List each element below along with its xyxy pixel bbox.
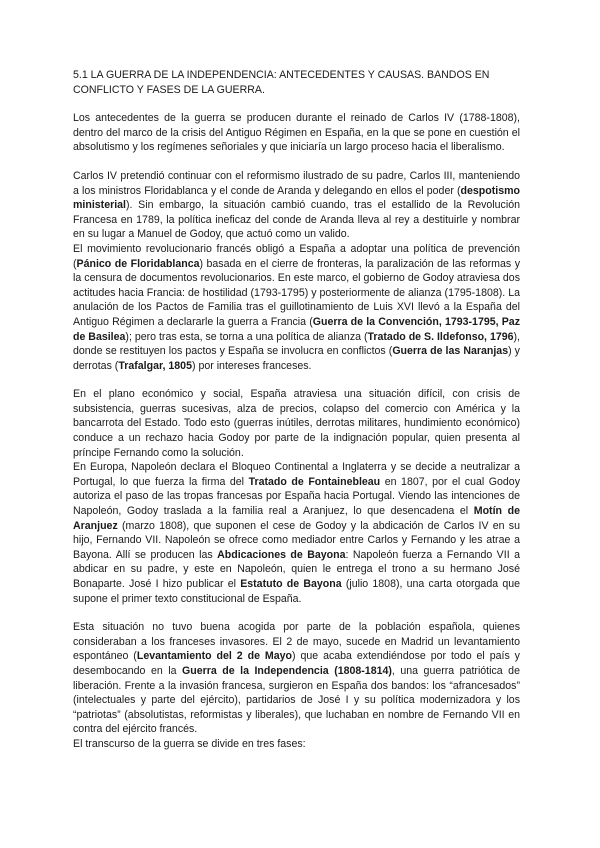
text-run: ), donde se restituyen los pactos y España se involucra en conflictos ( bbox=[73, 330, 520, 358]
bold-term: Trafalgar, 1805 bbox=[118, 359, 192, 372]
text-run: (marzo 1808), que suponen el cese de Godoy y la abdicación de Carlos IV en su hijo, Fernando VII. Napoleón se ofrece como mediador entre Carlos y Fernando y les atrae a Bayona. Allí se producen las bbox=[73, 519, 520, 561]
paragraph-economy: En el plano económico y social, España atraviesa una situación difícil, con crisis de subsistencia, guerras sucesivas, alza de precios, colapso del comercio con América y la bancarrota del Estado. Todo esto (guerras inútiles, derrotas militares, hundimiento económico) conduce a un rechazo hacia Godoy por parte de la indignación popular, quien presenta al príncipe Fernando como la solución. bbox=[73, 388, 520, 459]
text-run: ) por intereses franceses. bbox=[191, 359, 312, 372]
text-run: : Napoleón fuerza a Fernando VII a abdicar en su padre, y este en Napoleón, quien le entrega el trono a su hermano José Bonaparte. José I hizo publicar el bbox=[73, 548, 520, 590]
paragraph-europe bbox=[73, 460, 520, 606]
bold-term: Guerra de la Convención, 1793-1795, Paz de Basilea bbox=[73, 315, 520, 343]
paragraph-phases: El transcurso de la guerra se divide en tres fases: bbox=[73, 737, 306, 750]
paragraph-uprising bbox=[73, 620, 520, 737]
text-run: ) que acaba extendiéndose por todo el país y desembocando en la bbox=[73, 650, 520, 677]
bold-term: despotismo ministerial bbox=[73, 184, 520, 212]
text-run: ) y derrotas ( bbox=[73, 345, 520, 372]
bold-term: Guerra de las Naranjas bbox=[392, 345, 509, 358]
text-run: Carlos IV pretendió continuar con el reformismo ilustrado de su padre, Carlos III, manteniendo a los ministros Floridablanca y el conde de Aranda y delegando en ellos el poder ( bbox=[73, 169, 520, 197]
text-run: ); pero tras esta, se torna a una política de alianza ( bbox=[125, 330, 368, 343]
bold-term: (1808-1814) bbox=[334, 664, 392, 677]
bold-term: Guerra de la Independencia bbox=[182, 664, 329, 677]
text-run: ). Sin embargo, la situación cambió cuando, tras el estallido de la Revolución Francesa en 1789, la política ineficaz del conde de Aranda lleva al rey a destituirle y nombrar en su lugar a Manuel de Godoy, que actuó como un valido. bbox=[73, 199, 520, 241]
text-run: , una guerra patriótica de liberación. Frente a la invasión francesa, surgieron en España dos bandos: los “afrancesados” (intelectuales y parte del ejército), partidarios de José I y su política modernizadora y los “patriotas” (absolutistas, reformistas y liberales), que luchaban en nombre de Fernando VII en contra del ejército francés. bbox=[73, 664, 520, 736]
paragraph-carlos-iv bbox=[73, 169, 520, 242]
text-run: en 1807, por el cual Godoy autoriza el paso de las tropas francesas por España hacia Portugal. Viendo las intenciones de Napoleón, Godoy traslada a la familia real a Aranjuez, lo que desencadena el bbox=[73, 475, 521, 518]
section-title: 5.1 LA GUERRA DE LA INDEPENDENCIA: ANTECEDENTES Y CAUSAS. BANDOS EN CONFLICTO Y FASES DE LA GUERRA. bbox=[73, 69, 490, 96]
paragraph-revolution bbox=[73, 242, 520, 373]
bold-term: Abdicaciones de Bayona bbox=[217, 548, 346, 561]
bold-term: Pánico de Floridablanca bbox=[76, 257, 200, 270]
text-run: ) basada en el cierre de fronteras, la paralización de las reformas y la censura de documentos revolucionarios. En este marco, el gobierno de Godoy atraviesa dos actitudes hacia Francia: de hostilidad (1793-1795) y posteriormente de alianza (1795-1808). La anulación de los Pactos de Familia tras el guillotinamiento de Luis XVI llevó a la España del Antiguo Régimen a declararle la guerra a Francia ( bbox=[73, 257, 520, 328]
bold-term: Tratado de Fontainebleau bbox=[248, 475, 381, 488]
bold-term: Levantamiento del 2 de Mayo bbox=[136, 650, 292, 663]
text-run: En Europa, Napoleón declara el Bloqueo Continental a Inglaterra y se decide a neutralizar a Portugal, lo que fuerza la firma del bbox=[73, 461, 520, 488]
text-run: Esta situación no tuvo buena acogida por parte de la población española, quienes consideraban a los franceses invasores. El 2 de mayo, sucede en Madrid un levantamiento espontáneo ( bbox=[73, 621, 520, 663]
bold-term: Estatuto de Bayona bbox=[240, 578, 342, 590]
paragraph-antecedents: Los antecedentes de la guerra se producen durante el reinado de Carlos IV (1788-1808), dentro del marco de la crisis del Antiguo Régimen en España, en la que se pone en cuestión el absolutismo y los regímenes señoriales y que iniciaría un largo proceso hacia el liberalismo. bbox=[73, 112, 520, 154]
text-run: (julio 1808), una carta otorgada que supone el primer texto constitucional de España. bbox=[73, 578, 520, 605]
bold-term: Motín de Aranjuez bbox=[73, 505, 520, 532]
bold-term: Tratado de S. Ildefonso, 1796 bbox=[367, 330, 514, 343]
document-page bbox=[73, 68, 520, 752]
text-run: El movimiento revolucionario francés obligó a España a adoptar una política de prevención ( bbox=[73, 242, 520, 270]
